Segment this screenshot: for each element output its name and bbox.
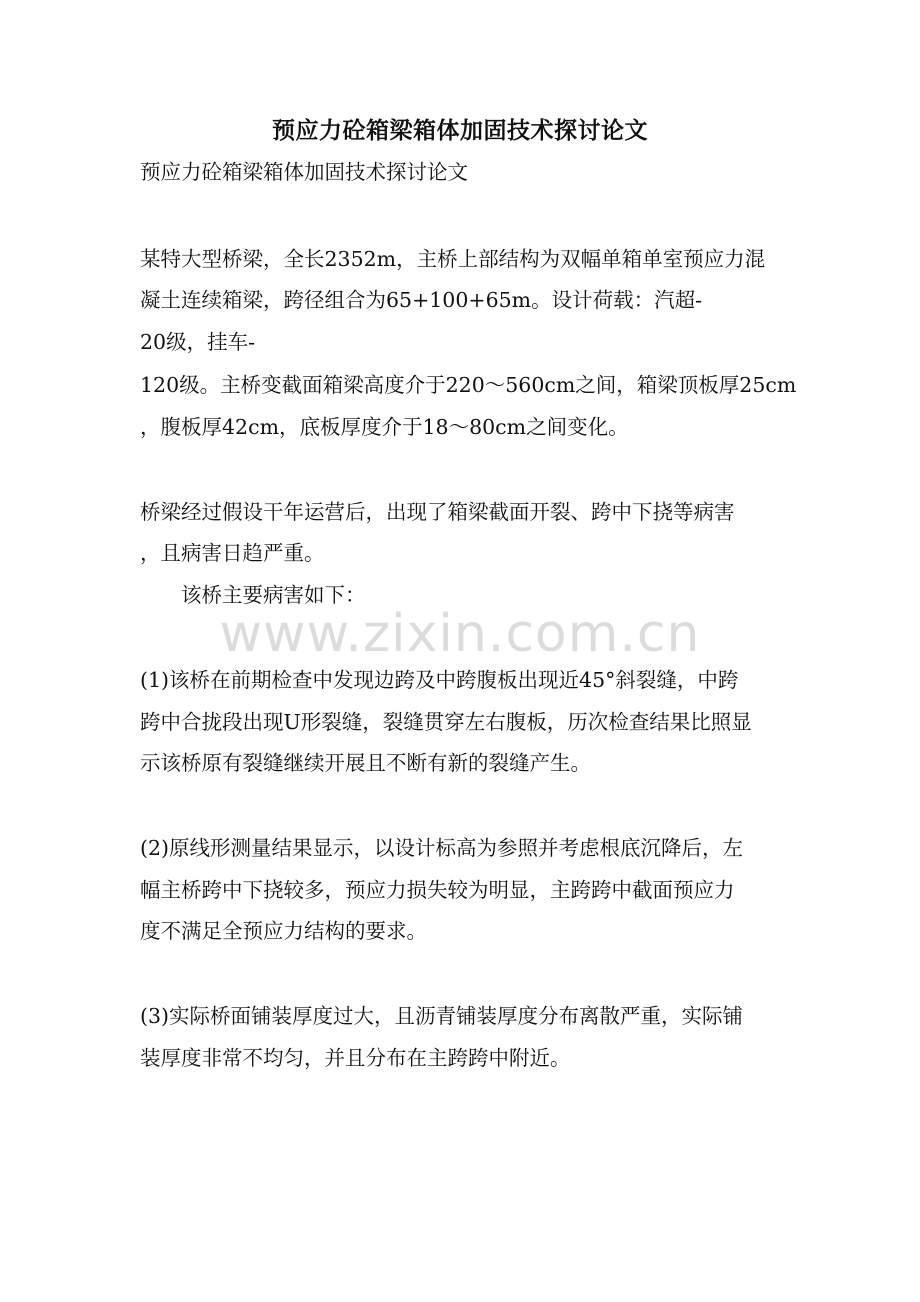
paragraph-3-line-2: 跨中合拢段出现U形裂缝，裂缝贯穿左右腹板，历次检查结果比照显 xyxy=(140,710,752,734)
paragraph-2-line-1: 桥梁经过假设干年运营后，出现了箱梁截面开裂、跨中下挠等病害 xyxy=(140,500,735,524)
paragraph-4-line-1: (2)原线形测量结果显示，以设计标高为参照并考虑根底沉降后，左 xyxy=(140,836,744,860)
document-title: 预应力砼箱梁箱体加固技术探讨论文 xyxy=(272,117,648,144)
document-subtitle: 预应力砼箱梁箱体加固技术探讨论文 xyxy=(140,160,468,184)
paragraph-5-line-2: 装厚度非常不均匀，并且分布在主跨跨中附近。 xyxy=(140,1046,571,1070)
watermark: www.zixin.com.cn xyxy=(219,604,701,664)
paragraph-3-line-3: 示该桥原有裂缝继续开展且不断有新的裂缝产生。 xyxy=(140,751,591,775)
paragraph-1-line-2: 凝土连续箱梁，跨径组合为65+100+65m。设计荷载：汽超- xyxy=(140,288,703,312)
paragraph-2-line-3: 该桥主要病害如下： xyxy=(181,583,366,607)
paragraph-1-line-1: 某特大型桥梁，全长2352m，主桥上部结构为双幅单箱单室预应力混 xyxy=(140,247,766,271)
paragraph-1-line-3: 20级，挂车- xyxy=(140,330,256,354)
paragraph-4-line-2: 幅主桥跨中下挠较多，预应力损失较为明显，主跨跨中截面预应力 xyxy=(140,878,735,902)
paragraph-4-line-3: 度不满足全预应力结构的要求。 xyxy=(140,919,427,943)
paragraph-2-line-2: ，且病害日趋严重。 xyxy=(140,541,325,565)
paragraph-1-line-4: 120级。主桥变截面箱梁高度介于220～560cm之间，箱梁顶板厚25cm xyxy=(140,373,797,397)
paragraph-1-line-5: ，腹板厚42cm，底板厚度介于18～80cm之间变化。 xyxy=(140,415,629,439)
paragraph-3-line-1: (1)该桥在前期检查中发现边跨及中跨腹板出现近45°斜裂缝，中跨 xyxy=(140,668,739,692)
paragraph-5-line-1: (3)实际桥面铺装厚度过大，且沥青铺装厚度分布离散严重，实际铺 xyxy=(140,1004,744,1028)
